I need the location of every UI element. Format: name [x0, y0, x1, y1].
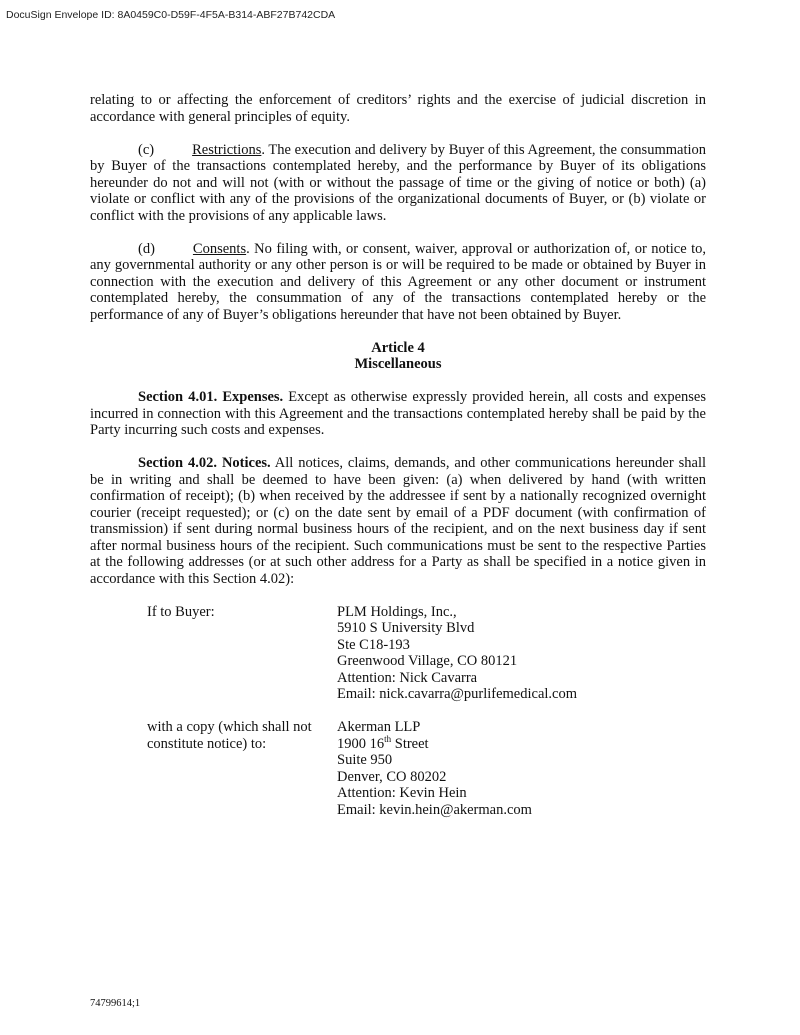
buyer-address-line: PLM Holdings, Inc., [337, 603, 457, 620]
buyer-address-line: Greenwood Village, CO 80121 [337, 653, 518, 669]
section-4-01-heading: Section 4.01. Expenses. [138, 389, 284, 405]
copy-notice-label-line: with a copy (which shall not [147, 719, 312, 735]
buyer-notice-label: If to Buyer: [147, 603, 215, 620]
restrictions-body: . The execution and delivery by Buyer of this Agreement, the consummation by Buyer of the transactions contemplated hereby, and the performance by Buyer of its obligations hereunder do not and will not (with or without the passage of time or the giving of notice or both) (a) violate or conflict with any of the provisions of the organizational documents of Buyer, or (b) violate or conflict with the provisions of any applicable laws. [90, 141, 706, 224]
copy-email: Email: kevin.hein@akerman.com [337, 801, 532, 818]
section-4-02-heading: Section 4.02. Notices. [138, 455, 271, 471]
section-4-01 [90, 389, 706, 439]
consents-body: . No filing with, or consent, waiver, approval or authorization of, or notice to, any governmental authority or any other person is or will be required to be made or obtained by Buyer in connection with the execution and delivery of this Agreement or any other document or instrument contemplated hereby, the consummation of any of the transactions contemplated hereby or the performance of any of Buyer’s obligations hereunder that have not been obtained by Buyer. [90, 240, 706, 323]
consents-paragraph [90, 241, 706, 324]
copy-notice-label-line: constitute notice) to: [147, 735, 267, 752]
copy-firm: Akerman LLP [337, 719, 421, 735]
copy-notice-block [147, 719, 706, 818]
article-title: Miscellaneous [354, 356, 442, 372]
buyer-email: Email: nick.cavarra@purlifemedical.com [337, 686, 578, 702]
copy-address [337, 719, 532, 818]
document-footer-id: 74799614;1 [90, 998, 141, 1009]
copy-address-line: Denver, CO 80202 [337, 768, 447, 785]
copy-address-line: Suite 950 [337, 752, 393, 768]
street-name: Street [391, 735, 429, 752]
buyer-notice-block [147, 604, 706, 703]
street-number: 1900 16 [337, 735, 385, 752]
restrictions-paragraph [90, 142, 706, 225]
continuation-paragraph: relating to or affecting the enforcement of creditors’ rights and the exercise of judicial discretion in accordance with general principles of equity. [90, 92, 706, 125]
buyer-address-line: 5910 S University Blvd [337, 620, 475, 636]
consents-title: Consents [192, 240, 247, 257]
copy-attention: Attention: Kevin Hein [337, 785, 467, 801]
document-page [90, 92, 706, 818]
section-4-01-body: Except as otherwise expressly provided herein, all costs and expenses incurred in connection with this Agreement and the transactions contemplated hereby shall be paid by the Party incurring such costs and expenses. [90, 389, 706, 438]
copy-notice-label [147, 719, 337, 818]
docusign-envelope-id: DocuSign Envelope ID: 8A0459C0-D59F-4F5A-B314-ABF27B742CDA [6, 9, 336, 21]
consents-label: (d) [138, 240, 155, 257]
restrictions-label: (c) [138, 141, 155, 158]
buyer-address-line: Ste C18-193 [337, 636, 410, 653]
article-number: Article 4 [371, 339, 425, 356]
section-4-02-body: All notices, claims, demands, and other communications hereunder shall be in writing and shall be deemed to have been given: (a) when delivered by hand (with written confirmation of receipt); (b) when received by the addressee if sent by a nationally recognized overnight courier (receipt requested); or (c) on the date sent by email of a PDF document (with confirmation of transmission) if sent during normal business hours of the recipient, and on the next business day if sent after normal business hours of the recipient. Such communications must be sent to the respective Parties at the following addresses (or at such other address for a Party as shall be specified in a notice given in accordance with this Section 4.02): [90, 455, 707, 587]
section-4-02 [90, 455, 706, 587]
buyer-attention: Attention: Nick Cavarra [337, 669, 478, 686]
copy-street [337, 733, 532, 753]
restrictions-title: Restrictions [192, 141, 262, 158]
street-ordinal: th [384, 733, 392, 744]
buyer-address [337, 604, 577, 703]
